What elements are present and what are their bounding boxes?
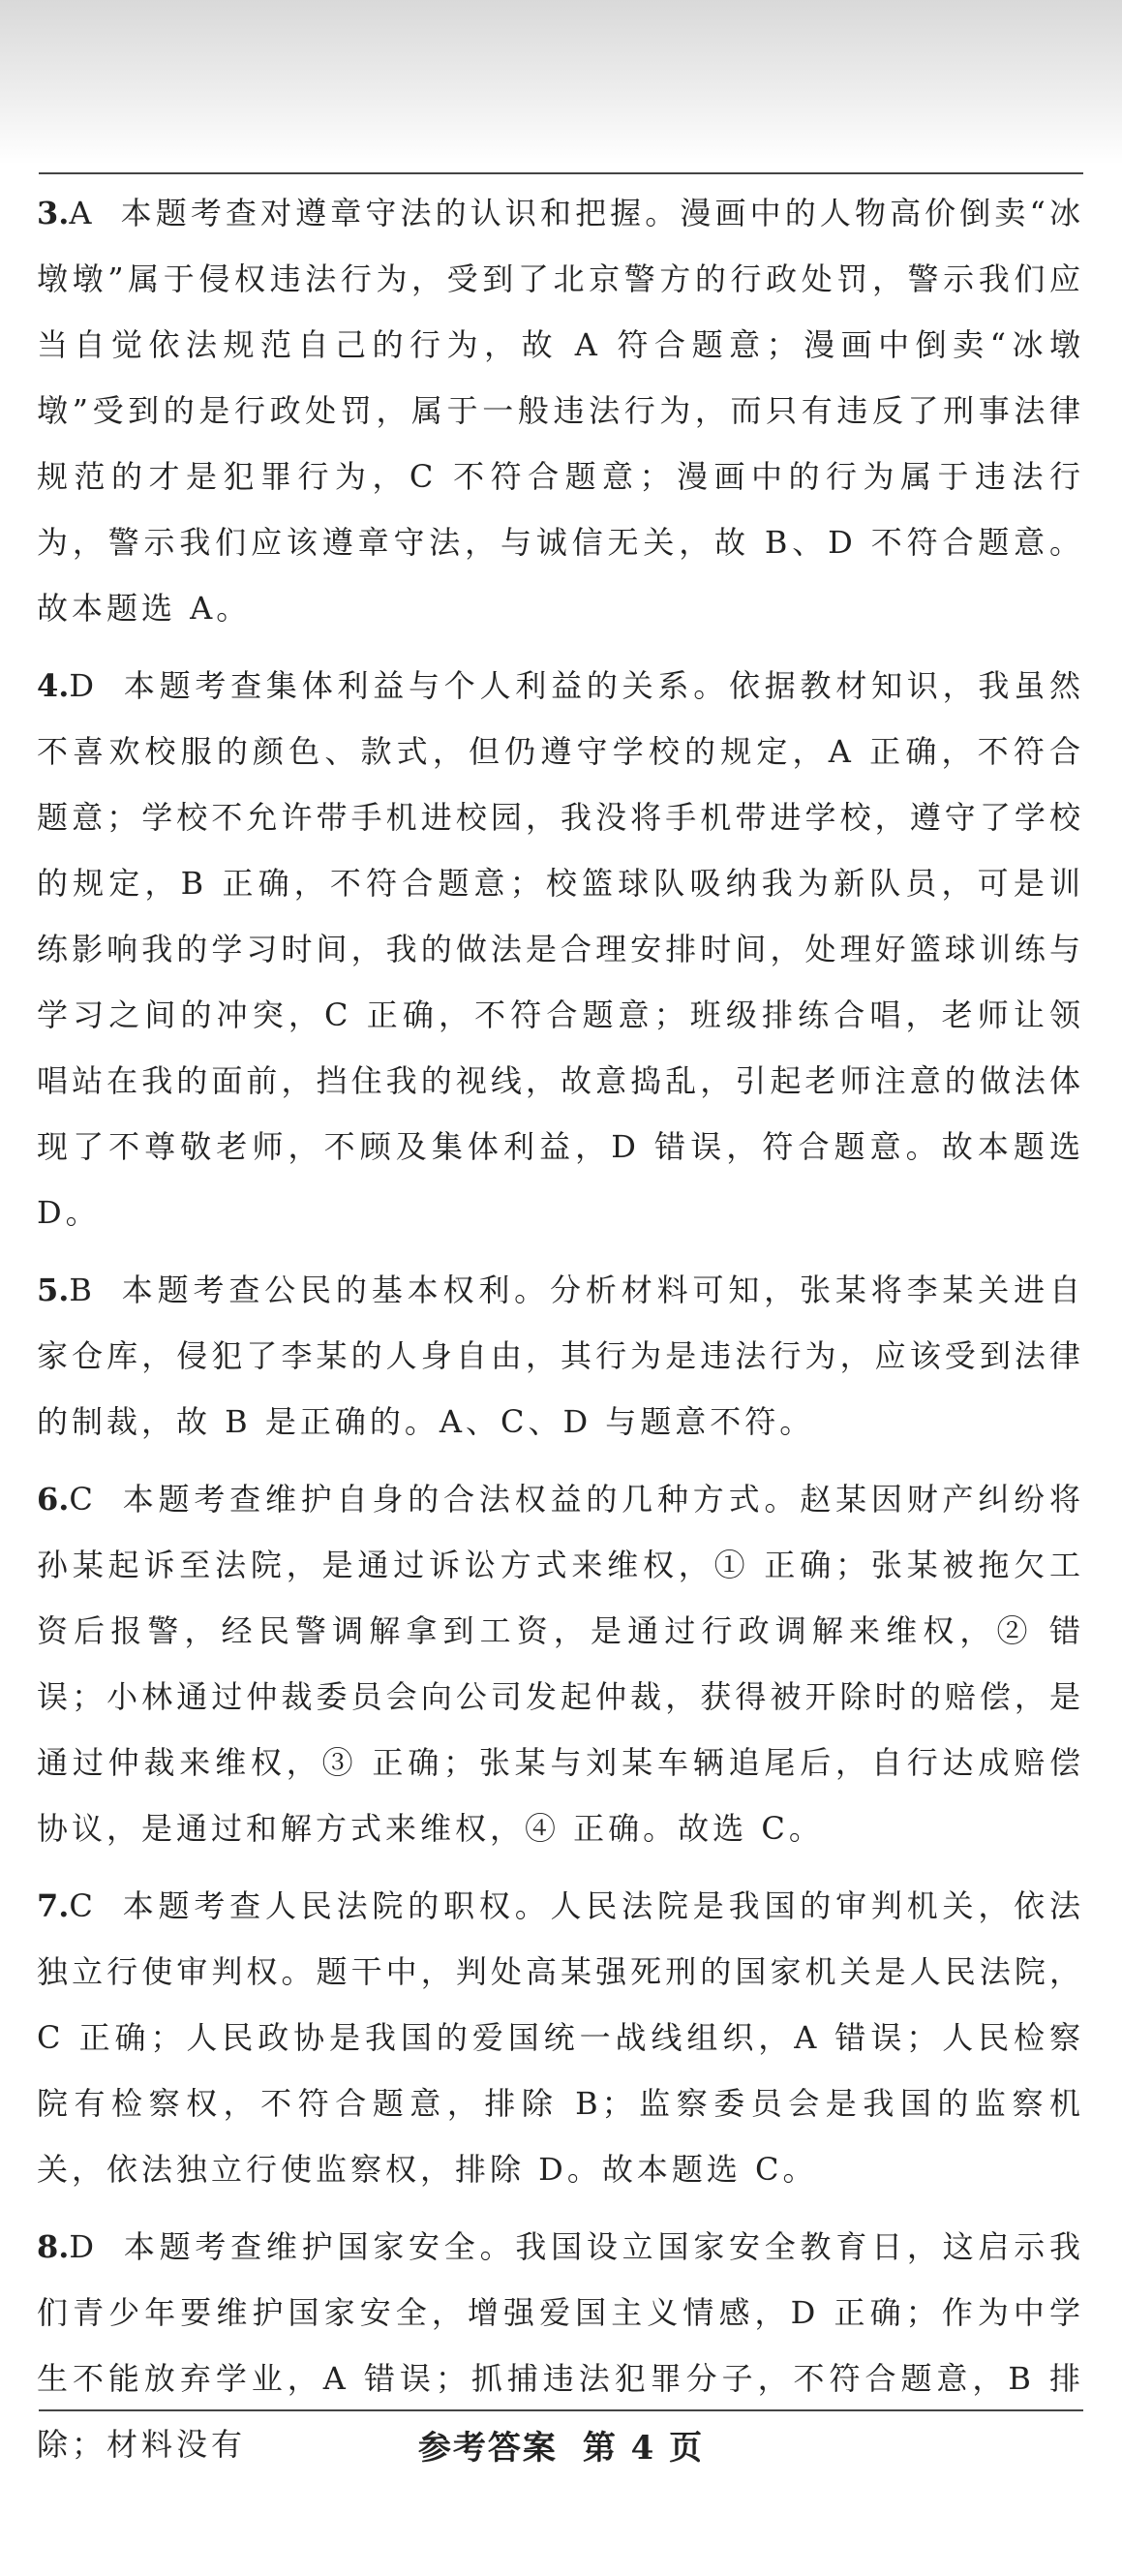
question-paragraph <box>37 653 1084 1245</box>
answer-letter: C <box>69 1887 93 1924</box>
answer-letter: D <box>69 667 95 704</box>
answer-letter: B <box>69 1272 92 1308</box>
bottom-rule <box>39 2409 1083 2411</box>
question-paragraph <box>37 1466 1084 1861</box>
explanation-text: 本题考查对遵章守法的认识和把握。漫画中的人物高价倒卖“冰墩墩”属于侵权违法行为，受到了北京警方的行政处罚，警示我们应当自觉依法规范自己的行为，故 A 符合题意；漫画中倒卖“冰墩墩”受到的是行政处罚，属于一般违法行为，而只有违反了刑事法律规范的才是犯罪行为，C 不符合题意；漫画中的行为属于违法行为，警示我们应该遵章守法，与诚信无关，故 B、D 不符合题意。故本题选 A。 <box>37 195 1084 627</box>
question-paragraph <box>37 180 1084 641</box>
question-number: 6. <box>37 1481 70 1518</box>
question-number: 7. <box>37 1887 70 1924</box>
explanation-text: 本题考查集体利益与个人利益的关系。依据教材知识，我虽然不喜欢校服的颜色、款式，但仍遵守学校的规定，A 正确，不符合题意；学校不允许带手机进校园，我没将手机带进学校，遵守了学校的规定，B 正确，不符合题意；校篮球队吸纳我为新队员，可是训练影响我的学习时间，我的做法是合理安排时间，处理好篮球训练与学习之间的冲突，C 正确，不符合题意；班级排练合唱，老师让领唱站在我的面前，挡住我的视线，故意捣乱，引起老师注意的做法体现了不尊敬老师，不顾及集体利益，D 错误，符合题意。故本题选 D。 <box>37 667 1084 1231</box>
question-paragraph <box>37 1257 1084 1455</box>
top-rule <box>39 172 1083 174</box>
answer-letter: C <box>69 1481 93 1518</box>
question-7 <box>37 1873 1084 2202</box>
question-6 <box>37 1466 1084 1861</box>
explanation-text: 本题考查人民法院的职权。人民法院是我国的审判机关，依法独立行使审判权。题干中，判处高某强死刑的国家机关是人民法院，C 正确；人民政协是我国的爱国统一战线组织，A 错误；人民检察院有检察权，不符合题意，排除 B；监察委员会是我国的监察机关，依法独立行使监察权，排除 D。故本题选 C。 <box>37 1887 1084 2188</box>
question-3 <box>37 180 1084 641</box>
question-5 <box>37 1257 1084 1455</box>
explanation-text: 本题考查维护自身的合法权益的几种方式。赵某因财产纠纷将孙某起诉至法院，是通过诉讼方式来维权，① 正确；张某被拖欠工资后报警，经民警调解拿到工资，是通过行政调解来维权，② 错误；小林通过仲裁委员会向公司发起仲裁，获得被开除时的赔偿，是通过仲裁来维权，③ 正确；张某与刘某车辆追尾后，自行达成赔偿协议，是通过和解方式来维权，④ 正确。故选 C。 <box>37 1481 1084 1847</box>
footer-label: 参考答案 <box>417 2429 558 2468</box>
answer-letter: D <box>69 2228 95 2265</box>
scan-shadow <box>0 0 1122 165</box>
question-number: 5. <box>37 1272 70 1308</box>
question-number: 4. <box>37 667 70 704</box>
answer-letter: A <box>69 195 92 231</box>
question-paragraph <box>37 1873 1084 2202</box>
answer-content <box>37 180 1084 2489</box>
explanation-text: 本题考查公民的基本权利。分析材料可知，张某将李某关进自家仓库，侵犯了李某的人身自由，其行为是违法行为，应该受到法律的制裁，故 B 是正确的。A、C、D 与题意不符。 <box>37 1272 1084 1440</box>
page-footer <box>0 2421 1122 2469</box>
question-number: 3. <box>37 195 70 231</box>
question-number: 8. <box>37 2228 70 2265</box>
page-number: 第 4 页 <box>582 2429 705 2468</box>
question-4 <box>37 653 1084 1245</box>
explanation-text: 本题考查维护国家安全。我国设立国家安全教育日，这启示我们青少年要维护国家安全，增强爱国主义情感，D 正确；作为中学生不能放弃学业，A 错误；抓捕违法犯罪分子，不符合题意，B 排除；材料没有 <box>37 2228 1084 2463</box>
